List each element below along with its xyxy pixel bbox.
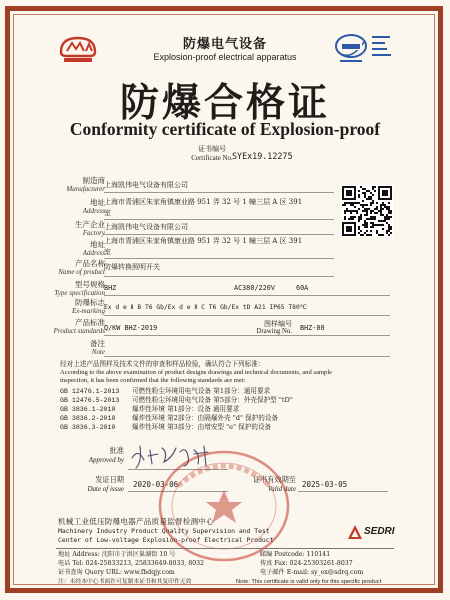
statement-en-line2: inspection, it has been confirmed that the following standards are met: (60, 377, 246, 384)
certificate-label-cn: 证书编号 (198, 145, 226, 153)
issue-date-label-cn: 发证日期 (95, 475, 124, 484)
standard-row: GB 3836.1-2010 爆炸性环境 第1部分：设备 通用要求 (60, 405, 240, 413)
address2-label-cn: 地址 (90, 240, 105, 249)
standard-row: GB 12476.5-2013 可燃性粉尘环境用电气设备 第5部分：外壳保护型 "tD" (60, 396, 293, 404)
issue-date-value: 2020-03-06 (133, 480, 179, 489)
product-name-value: 防爆转换照明开关 (104, 263, 160, 271)
ex-marking-label-cn: 防爆标志 (75, 298, 105, 307)
sedri-logo-icon (348, 524, 362, 538)
valid-date-label-en: Valid date (267, 485, 296, 493)
standards-label-cn: 产品标准 (75, 318, 105, 327)
title-en: Conformity certificate of Explosion-proof (69, 119, 381, 139)
sedri-logo-text: SEDRI (364, 526, 395, 537)
address2-value-line1: 上海市青浦区朱家角镇康业路 951 弄 32 号 1 幢三层 A 区 391 (104, 237, 303, 245)
standards-value: Q/KW BHZ-2019 (104, 324, 158, 332)
drawing-value: BHZ-00 (300, 324, 325, 332)
ex-marking-label-en: Ex-marking (71, 307, 105, 315)
valid-date-label-cn: 证书有效期至 (252, 475, 296, 484)
footer-fax: 传真 Fax: 024-25303261-8037 (260, 560, 353, 567)
address2-value-line2: 室 (104, 248, 111, 256)
qr-code-icon (341, 185, 393, 237)
institute-seal-icon (156, 448, 292, 564)
address1-label-cn: 地址 (90, 198, 105, 207)
manufacturer-label-cn: 制造商 (82, 176, 105, 185)
manufacturer-value: 上海凯伟电气设备有限公司 (104, 181, 188, 189)
statement-cn: 经对上述产品图样及技术文件的审查和样品检验，确认符合下列标准： (60, 360, 265, 368)
type-label-cn: 型号规格 (75, 280, 105, 289)
type-model: BHZ (104, 284, 117, 292)
standards-label-en: Product standards (53, 327, 105, 335)
ex-marking-value: Ex d e Ⅱ B T6 Gb/Ex d e Ⅱ C T6 Gb/Ex tD A21 IP65 T80℃ (104, 304, 307, 311)
type-label-en: Type specification (54, 289, 105, 297)
institute-name-en-line2: Center of Low-voltage Explosion-proof Electrical Product (58, 536, 274, 544)
standard-row: GB 3836.2-2010 爆炸性环境 第2部分：由隔爆外壳 "d" 保护的设备 (60, 414, 279, 422)
footer-address: 地址 Address: 沈阳市于洪区巢湖街 10 号 (58, 551, 176, 558)
title-cn: 防爆合格证 (119, 81, 330, 126)
footer-query-url: 证书查询 Query URL: www.fbdqjy.com (58, 569, 175, 576)
approval-label-cn: 批准 (109, 446, 124, 455)
drawing-label-en: Drawing No. (256, 328, 292, 335)
standard-row: GB 12476.1-2013 可燃性粉尘环境用电气设备 第1部分：通用要求 (60, 387, 271, 395)
product-name-label-cn: 产品名称 (75, 259, 105, 268)
type-current: 60A (296, 284, 309, 292)
note-label-cn: 备注 (90, 339, 105, 348)
certificate-number: SYEx19.12275 (232, 151, 293, 161)
address2-label-en: Address (82, 249, 105, 257)
standard-row: GB 3836.3-2010 爆炸性环境 第3部分：由增安型 "e" 保护的设备 (60, 423, 272, 431)
manufacturer-label-en: Manufacturer (66, 185, 105, 193)
header-cn: 防爆电气设备 (182, 37, 267, 52)
factory-value: 上海凯伟电气设备有限公司 (104, 223, 188, 231)
certificate-label-en: Certificate No. (191, 154, 233, 162)
address1-value-line2: 室 (104, 209, 111, 217)
footer-tel: 电话 Tel: 024-25833213, 25833649-8033, 8032 (58, 560, 205, 567)
institute-name-cn: 机械工业低压防爆电器产品质量监督检测中心 (58, 517, 214, 526)
statement-en-line1: According to the above examination of product designs drawings and technical documents, and sample (60, 369, 333, 376)
address1-value-line1: 上海市青浦区朱家角镇康业路 951 弄 32 号 1 幢三层 A 区 391 (104, 198, 303, 206)
approval-label-en: Approved by (88, 456, 124, 464)
footer-postcode: 邮编 Postcode: 110141 (260, 551, 331, 558)
valid-date-value: 2025-03-05 (302, 480, 348, 489)
issue-date-label-en: Date of issue (87, 485, 124, 493)
footer-note-cn: 注：未经本中心书面许可复制本证书和其复印件无效 (58, 579, 192, 585)
factory-label-cn: 生产企业 (75, 220, 105, 229)
drawing-label-cn: 图样编号 (264, 320, 292, 328)
type-voltage: AC380/220V (234, 284, 275, 292)
address1-label-en: Address (82, 207, 105, 215)
footer-email: 电子邮件 E-mail: sy_ex@sdrq.com (260, 569, 364, 576)
institute-name-en-line1: Machinery Industry Product Quality Supervision and Test (58, 527, 270, 535)
product-name-label-en: Name of product (58, 268, 105, 276)
footer-note-en: Note: This certificate is valid only for this specific product (236, 579, 382, 585)
header-en: Explosion-proof electrical apparatus (153, 52, 297, 62)
factory-label-en: Factory (82, 229, 105, 237)
note-label-en: Note (91, 348, 105, 356)
